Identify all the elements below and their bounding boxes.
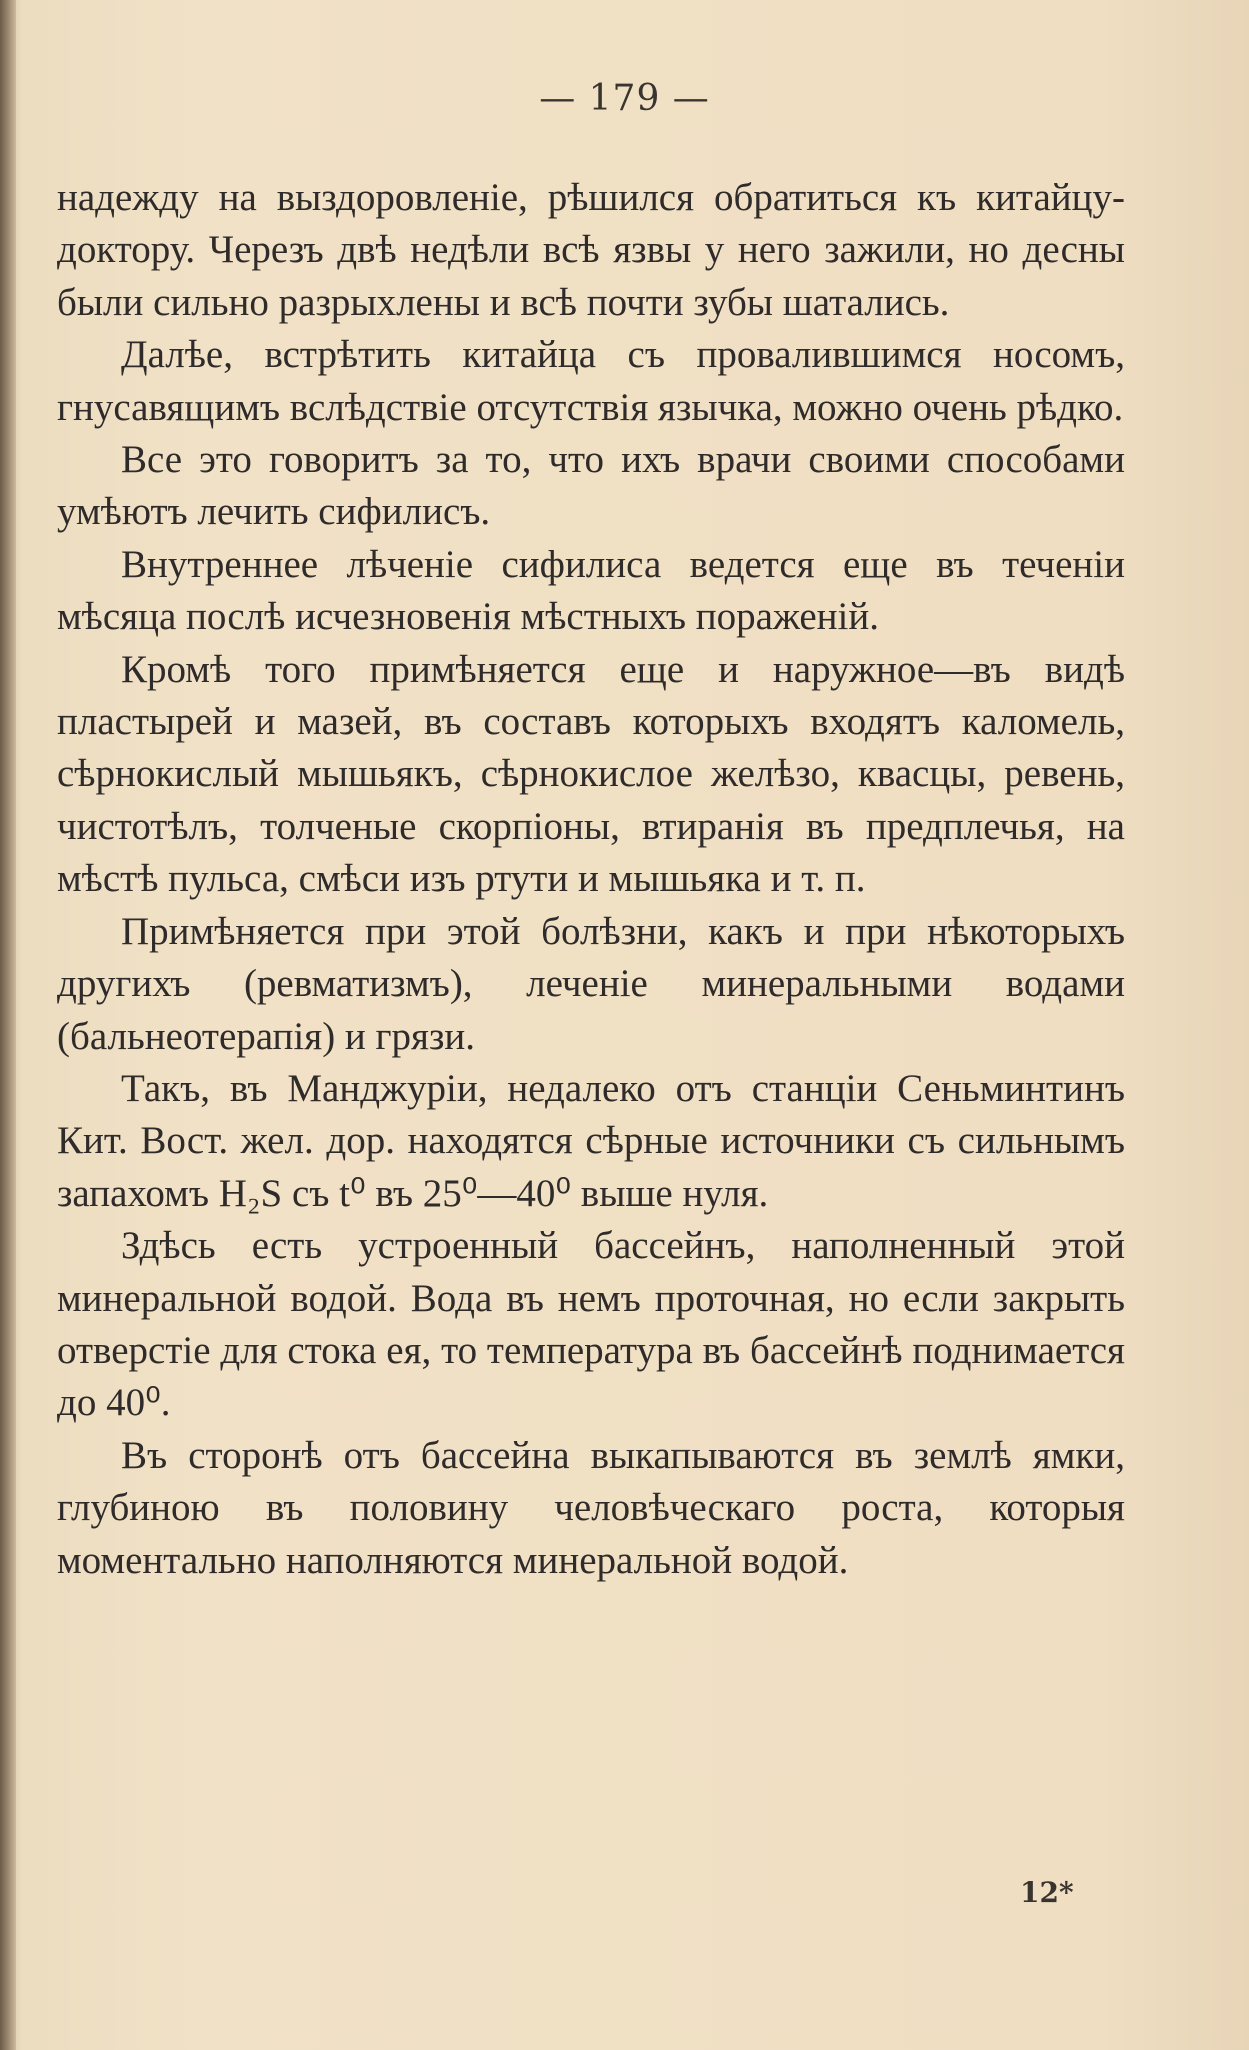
book-spine [0,0,16,2050]
paragraph-3: Все это говоритъ за то, что ихъ врачи своими способами умѣютъ лечить сифилисъ. [57,438,1125,534]
paragraph-8: Здѣсь есть устроенный бассейнъ, наполненный этой минеральной водой. Вода въ немъ проточная, но если закрыть отверстіе для стока ея, то температура въ бассейнѣ поднимается до 40⁰. [57,1224,1125,1425]
printer-signature: 12* [1020,1876,1074,1909]
paragraph-5: Кромѣ того примѣняется еще и наружное—въ видѣ пластырей и мазей, въ составъ которыхъ входятъ каломель, сѣрнокислый мышьякъ, сѣрнокислое желѣзо, квасцы, ревень, чистотѣлъ, толченые скорпіоны, втиранія въ предплечья, на мѣстѣ пульса, смѣси изъ ртути и мышьяка и т. п. [57,647,1125,901]
paragraph-1: надежду на выздоровленіе, рѣшился обратиться къ китайцу-доктору. Черезъ двѣ недѣли всѣ язвы у него зажили, но десны были сильно разрыхлены и всѣ почти зубы шатались. [57,176,1125,324]
paragraph-7: Такъ, въ Манджуріи, недалеко отъ станціи Сеньминтинъ Кит. Вост. жел. дор. находятся сѣрные источники съ сильнымъ запахомъ H₂S съ t⁰ въ 25⁰—40⁰ выше нуля. [57,1066,1125,1215]
body-text [57,172,1125,1587]
paragraph-6: Примѣняется при этой болѣзни, какъ и при нѣкоторыхъ другихъ (ревматизмъ), леченіе минеральными водами (бальнеотерапія) и грязи. [57,909,1125,1058]
paragraph-9: Въ сторонѣ отъ бассейна выкапываются въ землѣ ямки, глубиною въ половину человѣческаго роста, которыя моментально наполняются минеральной водой. [57,1433,1125,1582]
paragraph-2: Далѣе, встрѣтить китайца съ провалившимся носомъ, гнусавящимъ вслѣдствіе отсутствія язычка, можно очень рѣдко. [57,333,1125,429]
page-number: — 179 — [539,78,710,119]
paragraph-4: Внутреннее лѣченіе сифилиса ведется еще въ теченіи мѣсяца послѣ исчезновенія мѣстныхъ пораженій. [57,542,1125,639]
